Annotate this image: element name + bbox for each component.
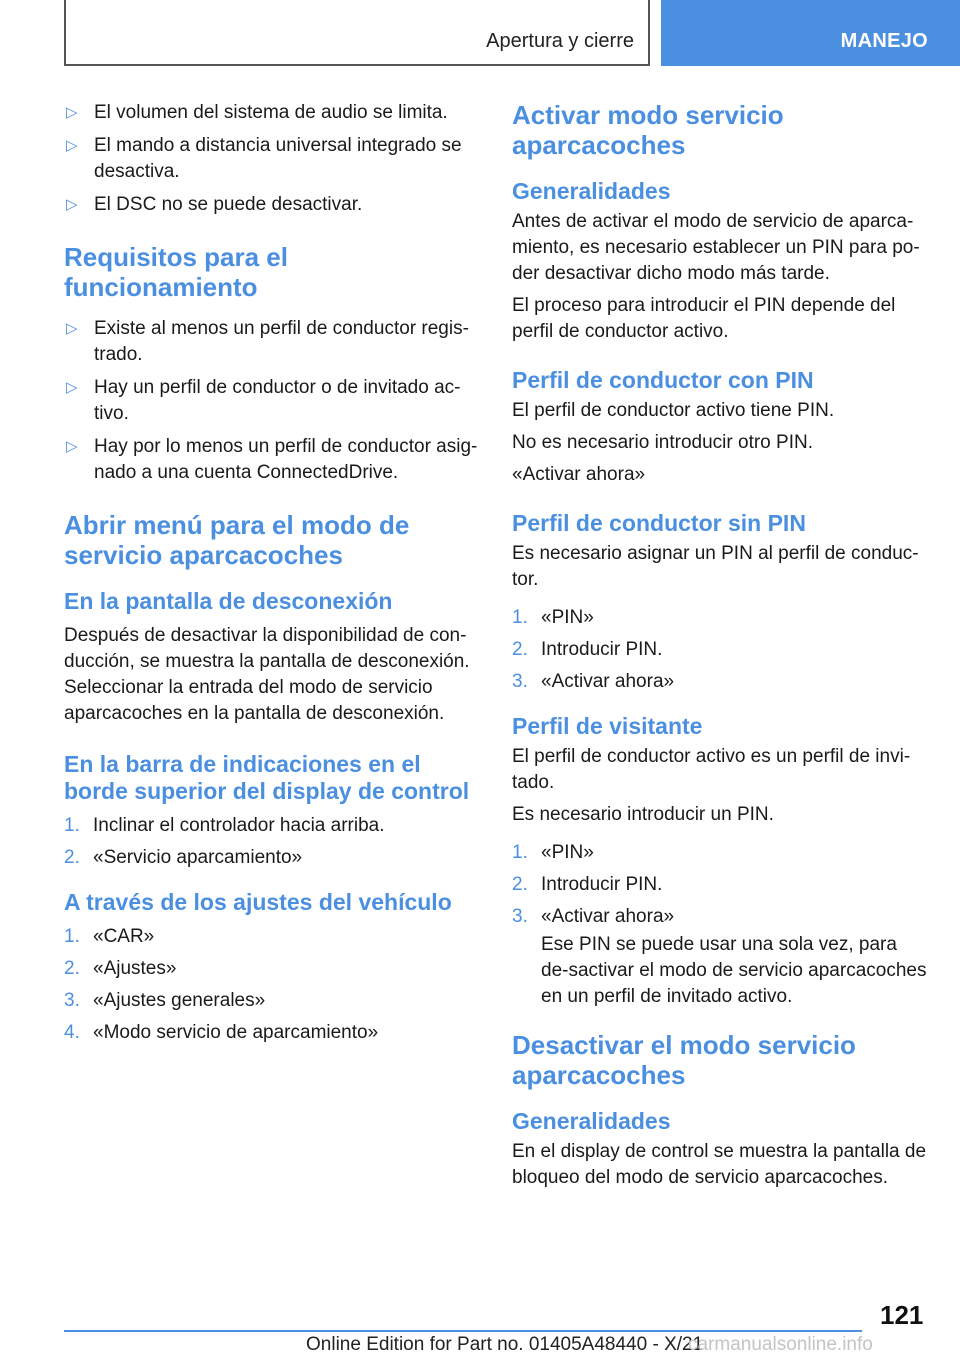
page-header xyxy=(0,0,960,66)
list-item: ▷ El mando a distancia universal integrado se desactiva. xyxy=(66,135,462,182)
bullet-list-top xyxy=(64,100,478,218)
paragraph-generalidades-1: Antes de activar el modo de servicio de aparca-miento, es necesario establecer un PIN para po-der desactivar dicho modo más tarde. xyxy=(512,211,920,284)
steps-ajustes xyxy=(64,924,478,1046)
triangle-bullet-icon: ▷ xyxy=(66,104,78,121)
list-item: 3. «Ajustes generales» xyxy=(64,990,266,1011)
triangle-bullet-icon: ▷ xyxy=(66,196,78,213)
list-item: 4. «Modo servicio de aparcamiento» xyxy=(64,1022,379,1043)
list-item: 3. «Activar ahora» Ese PIN se puede usar una sola vez, para de-sactivar el modo de servicio aparcacoches en un perfil de invitado activo. xyxy=(512,904,928,1010)
list-item: 2. Introducir PIN. xyxy=(512,874,663,895)
paragraph-con-pin-1: El perfil de conductor activo tiene PIN. xyxy=(512,400,835,421)
header-section-box xyxy=(64,0,650,66)
paragraph-visitante-1: El perfil de conductor activo es un perfil de invi-tado. xyxy=(512,746,911,793)
paragraph-visitante-2: Es necesario introducir un PIN. xyxy=(512,804,774,825)
step-note: Ese PIN se puede usar una sola vez, para de-sactivar el modo de servicio aparcacoches en un perfil de invitado activo. xyxy=(541,934,927,1007)
list-item: 1. Inclinar el controlador hacia arriba. xyxy=(64,815,385,836)
list-item: 1. «PIN» xyxy=(512,842,594,863)
heading-ajustes-vehiculo: A través de los ajustes del vehículo xyxy=(64,889,452,915)
paragraph-generalidades-3: En el display de control se muestra la pantalla de bloqueo del modo de servicio aparcacoches. xyxy=(512,1141,927,1188)
steps-sin-pin xyxy=(512,605,928,695)
heading-requisitos: Requisitos para el funcionamiento xyxy=(64,242,288,302)
list-item: 2. «Servicio aparcamiento» xyxy=(64,847,303,868)
list-item: ▷ Existe al menos un perfil de conductor regis-trado. xyxy=(66,318,469,365)
list-item: ▷ El volumen del sistema de audio se limita. xyxy=(64,100,478,126)
paragraph-desconexion: Después de desactivar la disponibilidad de con-ducción, se muestra la pantalla de desconexión. Seleccionar la entrada del modo de servicio aparcacoches en la pantalla de desconexión. xyxy=(64,625,470,724)
heading-perfil-sin-pin: Perfil de conductor sin PIN xyxy=(512,510,806,536)
steps-visitante xyxy=(512,840,928,1010)
triangle-bullet-icon: ▷ xyxy=(66,379,78,396)
triangle-bullet-icon: ▷ xyxy=(66,438,78,455)
list-item: ▷ El DSC no se puede desactivar. xyxy=(64,192,478,218)
footer-edition: Online Edition for Part no. 01405A48440 - X/21 xyxy=(306,1334,704,1355)
list-item: 1. «CAR» xyxy=(64,926,155,947)
heading-abrir-menu: Abrir menú para el modo de servicio aparcacoches xyxy=(64,510,410,570)
list-item: 3. «Activar ahora» xyxy=(512,671,675,692)
list-item: 2. Introducir PIN. xyxy=(512,639,663,660)
heading-activar-modo: Activar modo servicio aparcacoches xyxy=(512,100,784,160)
heading-generalidades: Generalidades xyxy=(512,178,671,204)
list-item: 2. «Ajustes» xyxy=(64,958,177,979)
paragraph-generalidades-2: El proceso para introducir el PIN depende del perfil de conductor activo. xyxy=(512,295,896,342)
list-item: ▷ Hay un perfil de conductor o de invitado ac-tivo. xyxy=(66,377,461,424)
paragraph-con-pin-3: «Activar ahora» xyxy=(512,464,646,485)
bullet-list-requisitos xyxy=(64,316,478,486)
triangle-bullet-icon: ▷ xyxy=(66,320,78,337)
footer-rule xyxy=(64,1330,862,1332)
left-column xyxy=(64,100,478,1052)
paragraph-con-pin-2: No es necesario introducir otro PIN. xyxy=(512,432,813,453)
footer-watermark: carmanualsonline.info xyxy=(688,1334,873,1355)
list-item: ▷ Hay por lo menos un perfil de conductor asig-nado a una cuenta ConnectedDrive. xyxy=(66,436,478,483)
heading-perfil-con-pin: Perfil de conductor con PIN xyxy=(512,367,814,393)
steps-barra xyxy=(64,813,478,871)
list-item: 1. «PIN» xyxy=(512,607,594,628)
page-number: 121 xyxy=(880,1300,924,1330)
triangle-bullet-icon: ▷ xyxy=(66,137,78,154)
heading-pantalla-desconexion: En la pantalla de desconexión xyxy=(64,588,393,614)
paragraph-sin-pin: Es necesario asignar un PIN al perfil de conduc-tor. xyxy=(512,543,919,590)
heading-perfil-visitante: Perfil de visitante xyxy=(512,713,703,739)
heading-generalidades-2: Generalidades xyxy=(512,1108,671,1134)
header-chapter-tab xyxy=(661,0,960,66)
right-column xyxy=(512,100,928,1191)
heading-barra-indicaciones: En la barra de indicaciones en el borde superior del display de control xyxy=(64,751,470,804)
header-section-title: Apertura y cierre xyxy=(486,30,634,52)
heading-desactivar-modo: Desactivar el modo servicio aparcacoches xyxy=(512,1030,856,1090)
header-chapter-label: MANEJO xyxy=(840,30,928,52)
